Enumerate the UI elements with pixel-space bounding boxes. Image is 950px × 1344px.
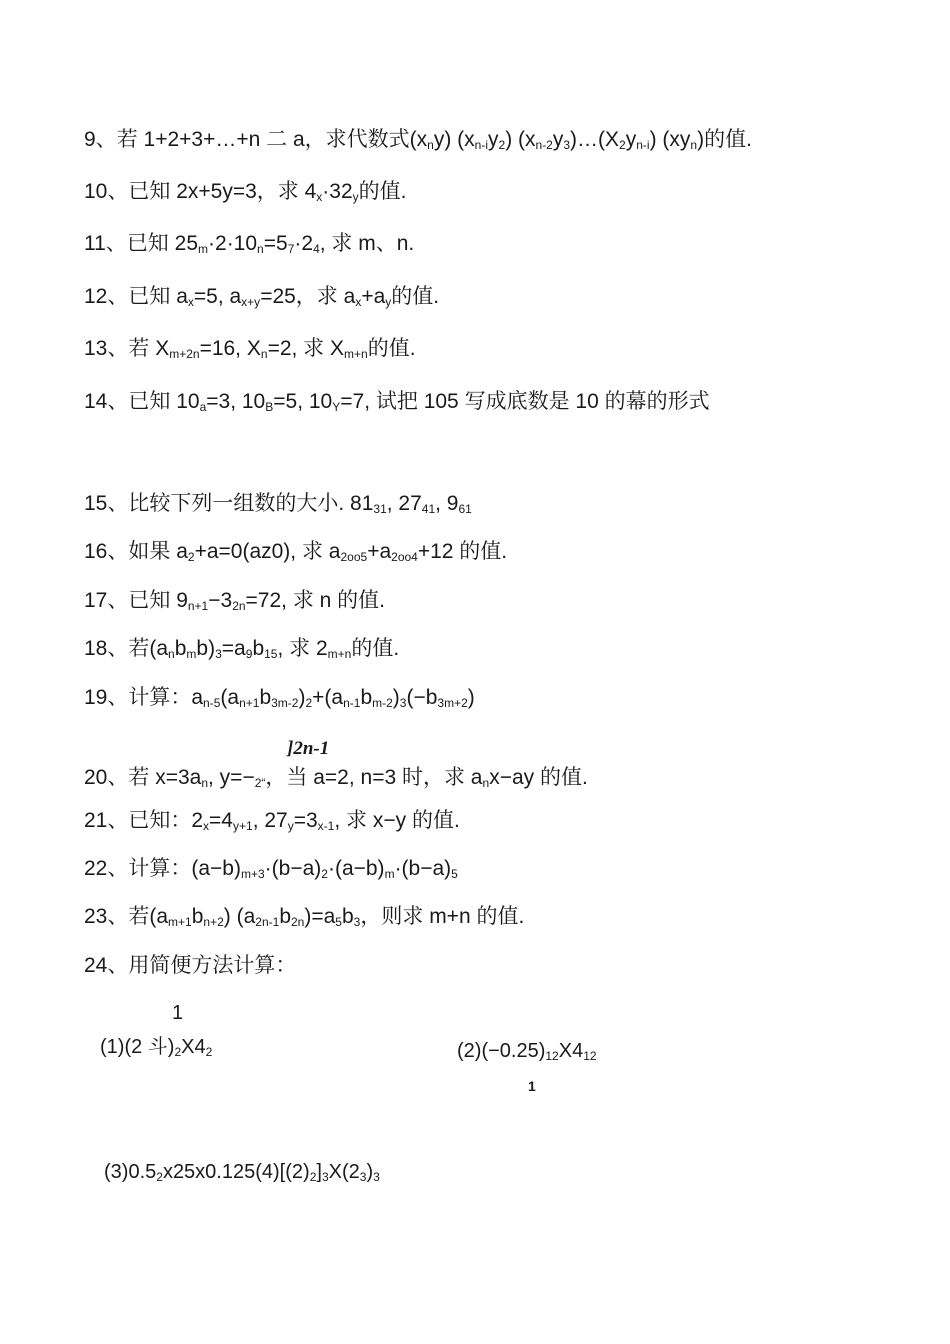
problem-number: 24、 [84, 954, 129, 977]
problem-number: 9、 [84, 128, 117, 151]
problem-15: 15、比较下列一组数的大小. 8131, 2741, 961 [84, 492, 472, 516]
subquestion-3-4: (3)0.52x25x0.125(4)[(2)2]3X(23)3 [104, 1161, 380, 1184]
fraction-numerator: 1 [172, 1002, 184, 1024]
problem-14: 14、已知 10a=3, 10B=5, 10Y=7, 试把 105 写成底数是 10 的幕的形式 [84, 390, 710, 414]
problem-number: 13、 [84, 337, 129, 360]
problem-number: 18、 [84, 637, 129, 660]
problem-22: 22、计算：(a−b)m+3·(b−a)2·(a−b)m·(b−a)5 [84, 857, 458, 881]
problem-number: 22、 [84, 857, 129, 880]
problem-number: 10、 [84, 180, 129, 203]
problem-number: 14、 [84, 390, 129, 413]
problem-number: 11、 [84, 232, 127, 255]
stray-mark: 1 [528, 1078, 536, 1094]
problem-10: 10、已知 2x+5y=3，求 4x·32y的值. [84, 180, 407, 204]
subquestion-1: (1)(2 斗)2X42 [100, 1036, 213, 1059]
problem-23: 23、若(am+1bn+2) (a2n-1b2n)=a5b3，则求 m+n 的值. [84, 905, 525, 929]
problem-16: 16、如果 a2+a=0(az0), 求 a2oo5+a2oo4+12 的值. [84, 540, 508, 564]
problem-number: 21、 [84, 809, 129, 832]
problem-number: 12、 [84, 285, 129, 308]
problem-24: 24、用简便方法计算： [84, 954, 297, 977]
problem-20: 20、若 x=3an, y=−2“，当 a=2, n=3 时，求 anx−ay 的值. [84, 766, 588, 790]
problem-number: 20、 [84, 766, 129, 789]
problem-9: 9、若 1+2+3+…+n 二 a，求代数式(xny) (xn-iy2) (xn-2y3)…(X2yn-i) (xyn)的值. [84, 128, 752, 152]
problem-number: 19、 [84, 686, 129, 709]
problem-number: 16、 [84, 540, 129, 563]
subquestion-2: (2)(−0.25)12X412 [457, 1040, 597, 1063]
fraction-exponent: ]2n-1 [287, 738, 330, 759]
problem-18: 18、若(anbmb)3=a9b15, 求 2m+n的值. [84, 637, 400, 661]
problem-number: 15、 [84, 492, 129, 515]
problem-number: 17、 [84, 589, 129, 612]
problem-19: 19、计算：an-5(an+1b3m-2)2+(an-1bm-2)3(−b3m+2) [84, 686, 475, 710]
problem-13: 13、若 Xm+2n=16, Xn=2, 求 Xm+n的值. [84, 337, 416, 361]
problem-12: 12、已知 ax=5, ax+y=25，求 ax+ay的值. [84, 285, 440, 309]
problem-number: 23、 [84, 905, 129, 928]
problem-17: 17、已知 9n+1−32n=72, 求 n 的值. [84, 589, 386, 613]
problem-11: 11、已知 25m·2·10n=57·24, 求 m、n. [84, 232, 415, 256]
problem-21: 21、已知：2x=4y+1, 27y=3x-1, 求 x−y 的值. [84, 809, 460, 833]
